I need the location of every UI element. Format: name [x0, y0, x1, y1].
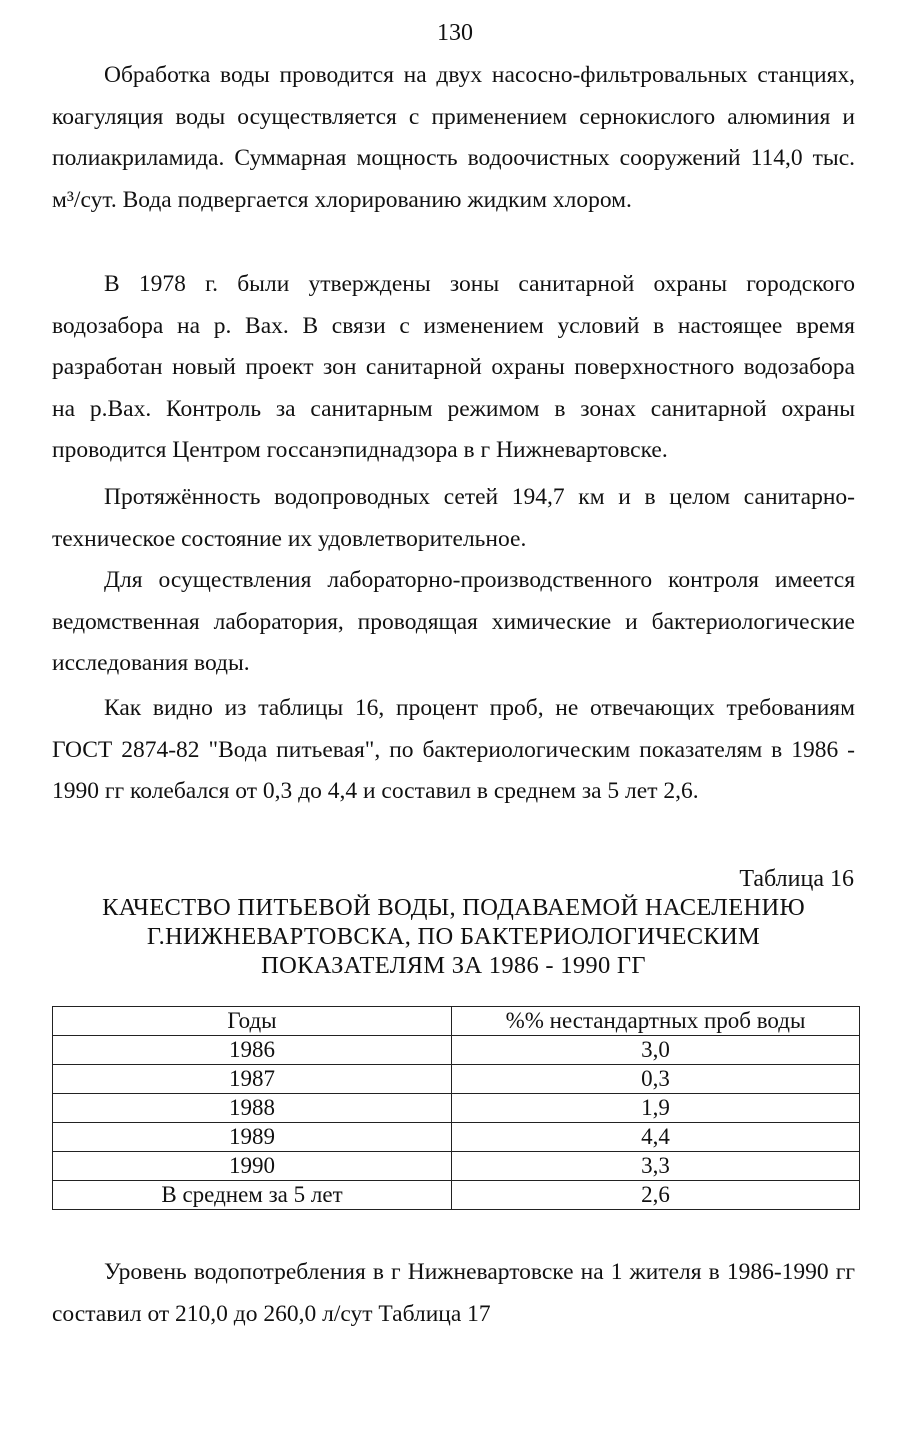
paragraph-water-network: Протяжённость водопроводных сетей 194,7 км и в целом санитарно-техническое состояние их удовлетворительное. [52, 484, 855, 552]
cell-percent: 0,3 [452, 1065, 860, 1094]
cell-percent: 1,9 [452, 1094, 860, 1123]
cell-percent: 3,0 [452, 1036, 860, 1065]
paragraph-water-consumption: Уровень водопотребления в г Нижневартовске на 1 жителя в 1986-1990 гг составил от 210,0 до 260,0 л/сут Таблица 17 [52, 1259, 855, 1327]
table-caption: Таблица 16 [739, 866, 854, 892]
table-row-average [53, 1181, 860, 1210]
table-row [53, 1123, 860, 1152]
cell-year: 1989 [53, 1123, 452, 1152]
header-nonstandard-samples: %% нестандартных проб воды [452, 1007, 860, 1036]
table-row [53, 1036, 860, 1065]
paragraph-sanitary-zones: В 1978 г. были утверждены зоны санитарной охраны городского водозабора на р. Вах. В связи с изменением условий в настоящее время разработан новый проект зон санитарной охраны поверхностного водозабора на р.Вах. Контроль за санитарным режимом в зонах санитарной охраны проводится Центром госсанэпиднадзора в г Нижневартовске. [52, 271, 855, 463]
table-row [53, 1152, 860, 1181]
paragraph-water-treatment: Обработка воды проводится на двух насосно-фильтровальных станциях, коагуляция воды осуществляется с применением сернокислого алюминия и полиакриламида. Суммарная мощность водоочистных сооружений 114,0 тыс. м³/сут. Вода подвергается хлорированию жидким хлором. [52, 62, 855, 213]
paragraph-table-reference: Как видно из таблицы 16, процент проб, не отвечающих требованиям ГОСТ 2874-82 "Вода питьевая", по бактериологическим показателям в 1986 - 1990 гг колебался от 0,3 до 4,4 и составил в среднем за 5 лет 2,6. [52, 695, 855, 804]
cell-percent: 3,3 [452, 1152, 860, 1181]
cell-percent: 4,4 [452, 1123, 860, 1152]
table-title-line: ПОКАЗАТЕЛЯМ ЗА 1986 - 1990 ГГ [261, 952, 646, 979]
table-header-row [53, 1007, 860, 1036]
cell-year: 1990 [53, 1152, 452, 1181]
cell-year: 1986 [53, 1036, 452, 1065]
header-years: Годы [53, 1007, 452, 1036]
table-row [53, 1065, 860, 1094]
table-row [53, 1094, 860, 1123]
paragraph-laboratory: Для осуществления лабораторно-производственного контроля имеется ведомственная лаборатория, проводящая химические и бактериологические исследования воды. [52, 567, 855, 676]
cell-average-value: 2,6 [452, 1181, 860, 1210]
table-title-line: КАЧЕСТВО ПИТЬЕВОЙ ВОДЫ, ПОДАВАЕМОЙ НАСЕЛЕНИЮ [102, 894, 805, 921]
water-quality-table [52, 1006, 860, 1210]
cell-year: 1987 [53, 1065, 452, 1094]
cell-year: 1988 [53, 1094, 452, 1123]
table-title-line: Г.НИЖНЕВАРТОВСКА, ПО БАКТЕРИОЛОГИЧЕСКИМ [146, 923, 761, 950]
page-number: 130 [437, 20, 473, 46]
table-title [52, 893, 855, 980]
cell-average-label: В среднем за 5 лет [53, 1181, 452, 1210]
